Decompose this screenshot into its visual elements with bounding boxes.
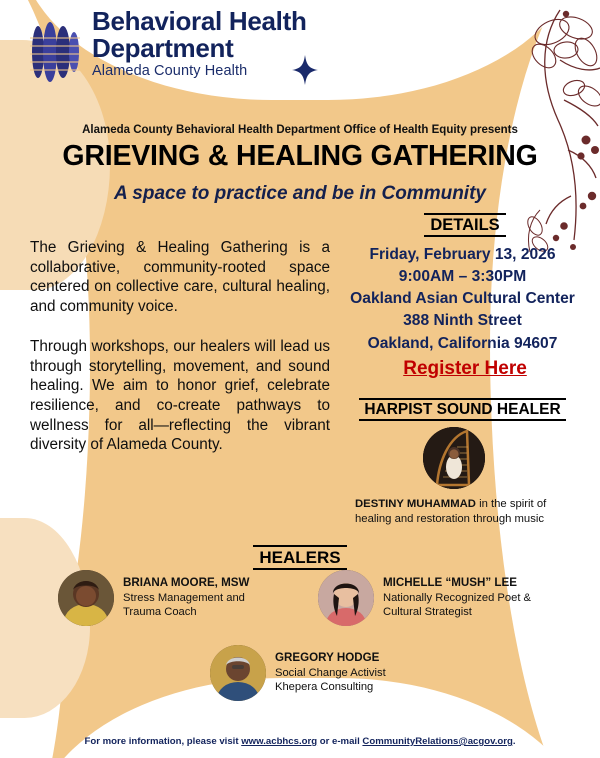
list-item xyxy=(58,570,273,626)
page-subtitle: A space to practice and be in Community xyxy=(114,183,486,204)
healer-role-line-1: Nationally Recognized Poet & xyxy=(383,591,532,604)
sparkle-icon xyxy=(292,55,318,85)
body-copy xyxy=(30,238,330,475)
healer-role-line-2: Khepera Consulting xyxy=(275,681,374,694)
harpist-heading xyxy=(330,401,595,419)
healer-role-line-2: Trauma Coach xyxy=(123,606,197,619)
harpist-photo xyxy=(423,427,485,489)
event-city: Oakland, California 94607 xyxy=(367,334,558,352)
harpist-caption xyxy=(355,497,567,527)
healer-role-line-1: Social Change Activist xyxy=(275,666,386,679)
harpist-heading-text: HARPIST SOUND HEALER xyxy=(359,398,565,421)
logo-line-1: Behavioral Health xyxy=(92,6,307,36)
logo-text xyxy=(92,8,307,79)
list-item xyxy=(210,645,480,701)
details-heading-text: DETAILS xyxy=(424,213,505,237)
healers-heading xyxy=(180,548,420,568)
page-title: GRIEVING & HEALING GATHERING xyxy=(62,140,538,172)
healer-photo xyxy=(210,645,266,701)
body-paragraph-1: The Grieving & Healing Gathering is a collaborative, community-rooted space centered on collective care, cultural healing, and community voice. xyxy=(30,239,330,316)
logo-line-3: Alameda County Health xyxy=(92,63,248,80)
presents-line: Alameda County Behavioral Health Department Office of Health Equity presents xyxy=(82,124,518,136)
list-item xyxy=(318,570,548,626)
healer-role-line-2: Cultural Strategist xyxy=(383,606,472,619)
harpist-name: DESTINY MUHAMMAD xyxy=(355,498,476,510)
logo-line-2: Department xyxy=(92,32,234,63)
healer-photo xyxy=(58,570,114,626)
event-address: 388 Ninth Street xyxy=(403,312,522,330)
footer-middle: or e-mail xyxy=(317,736,363,747)
healer-info xyxy=(123,570,249,620)
register-link[interactable]: Register Here xyxy=(403,358,527,379)
logo-header xyxy=(28,8,307,86)
footer-email-link[interactable]: CommunityRelations@acgov.org xyxy=(362,736,513,747)
healer-photo xyxy=(318,570,374,626)
healers-heading-text: HEALERS xyxy=(253,545,346,570)
healer-name: MICHELLE “MUSH” LEE xyxy=(383,576,517,589)
agency-logo-icon xyxy=(28,18,80,86)
footer-suffix: . xyxy=(512,736,516,747)
details-heading xyxy=(340,216,590,235)
event-venue: Oakland Asian Cultural Center xyxy=(350,290,575,308)
event-time: 9:00AM – 3:30PM xyxy=(398,268,527,286)
event-date: Friday, February 13, 2026 xyxy=(369,246,556,263)
footer xyxy=(0,736,600,747)
footer-website-link[interactable]: www.acbhcs.org xyxy=(241,736,318,747)
body-paragraph-2: Through workshops, our healers will lead us through storytelling, movement, and sound healing. We aim to honor grief, celebrate resilience, and co-create pathways to wellness for all—reflecting the vibrant diversity of Alameda County. xyxy=(30,337,330,454)
register-container xyxy=(340,358,590,380)
footer-prefix: For more information, please visit xyxy=(84,736,242,747)
healer-info xyxy=(275,645,386,695)
healer-role-line-1: Stress Management and xyxy=(123,591,245,604)
healer-info xyxy=(383,570,531,620)
healer-name: BRIANA MOORE, MSW xyxy=(123,576,250,589)
details-block xyxy=(330,244,595,355)
healer-name: GREGORY HODGE xyxy=(275,651,380,664)
harpist-description: in the spirit of healing and restoration through music xyxy=(355,498,547,525)
